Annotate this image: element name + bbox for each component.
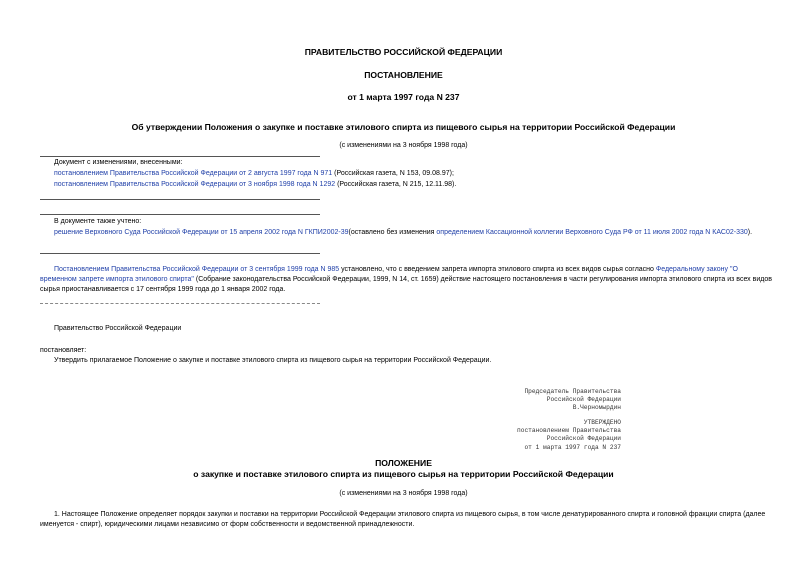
divider [40, 156, 320, 157]
change-tail-1: (Российская газета, N 153, 09.08.97); [332, 170, 454, 177]
signature-line-3: В.Черномырдин [572, 404, 621, 412]
change-item [54, 170, 454, 177]
note-text-1: установлено, что с введением запрета импорта этилового спирта из всех видов сырья согласно [339, 266, 656, 273]
org-heading: ПРАВИТЕЛЬСТВО РОССИЙСКОЙ ФЕДЕРАЦИИ [304, 47, 503, 57]
amended-note: (с изменениями на 3 ноября 1998 года) [339, 142, 468, 149]
change-tail-2: (Российская газета, N 215, 12.11.98). [335, 181, 457, 188]
changes-intro: Документ с изменениями, внесенными: [54, 159, 183, 166]
change-link-1[interactable]: постановлением Правительства Российской Федерации от 2 августа 1997 года N 971 [54, 170, 333, 177]
change-link-2[interactable]: постановлением Правительства Российской Федерации от 3 ноября 1998 года N 1292 [54, 181, 336, 188]
divider [40, 199, 320, 200]
divider [40, 214, 320, 215]
regulation-paragraph-1: 1. Настоящее Положение определяет порядок закупки и поставки на территории Российской Федерации этилового спирта из пищевого сырья, в том числе денатурированного спирта и головной фракции спирта (далее именуется - спирт), юридическими лицами независимо от форм собственности и ведомственной принадлежности. [40, 511, 766, 528]
federal-law-link[interactable]: Федеральному закону "О временном запрете импорта этилового спирта" [40, 266, 738, 283]
approved-line-1: УТВЕРЖДЕНО [583, 419, 621, 426]
resolution-985-link[interactable]: Постановлением Правительства Российской Федерации от 3 сентября 1999 года N 985 [54, 266, 340, 273]
government-text: Правительство Российской Федерации [54, 325, 182, 332]
decrees-text: постановляет: [40, 347, 87, 354]
approve-text: Утвердить прилагаемое Положение о закупке и поставке этилового спирта из пищевого сырья на территории Российской Федерации. [54, 357, 492, 364]
regulation-amended-note: (с изменениями на 3 ноября 1998 года) [339, 490, 468, 497]
approved-block [517, 419, 621, 452]
signature-line-2: Российской Федерации [546, 396, 621, 404]
considered-text [54, 228, 772, 238]
regulation-title: ПОЛОЖЕНИЕ [375, 458, 432, 468]
cassation-link[interactable]: определением Кассационной коллегии Верховного Суда РФ от 11 июля 2002 года N КАС02-330 [436, 229, 748, 236]
date-number-heading: от 1 марта 1997 года N 237 [347, 92, 460, 102]
divider [40, 253, 320, 254]
considered-intro: В документе также учтено: [54, 218, 142, 225]
signature-block [524, 388, 621, 413]
doc-type-heading: ПОСТАНОВЛЕНИЕ [364, 70, 443, 80]
approved-line-4: от 1 марта 1997 года N 237 [524, 443, 621, 451]
approved-line-2: постановлением Правительства [517, 427, 621, 435]
approved-line-3: Российской Федерации [546, 435, 621, 443]
document-title: Об утверждении Положения о закупке и поставке этилового спирта из пищевого сырья на территории Российской Федерации [131, 122, 676, 132]
considered-mid: (оставлено без изменения [348, 229, 437, 236]
court-decision-link[interactable]: решение Верховного Суда Российской Федерации от 15 апреля 2002 года N ГКПИ2002-39 [54, 229, 349, 236]
note-paragraph [40, 265, 772, 295]
note-text-2: (Собрание законодательства Российской Федерации, 1999, N 14, ст. 1659) действие настоящего постановления в части регулирования импорта этилового спирта из всех видов сырья приостанавливается с 17 сентября 1999 года до 1 января 2002 года. [40, 276, 772, 293]
signature-line-1: Председатель Правительства [524, 388, 621, 395]
change-item [54, 181, 456, 188]
regulation-subtitle: о закупке и поставке этилового спирта из пищевого сырья на территории Российской Федерации [193, 469, 614, 479]
considered-end: ). [747, 229, 753, 236]
divider [40, 303, 320, 304]
